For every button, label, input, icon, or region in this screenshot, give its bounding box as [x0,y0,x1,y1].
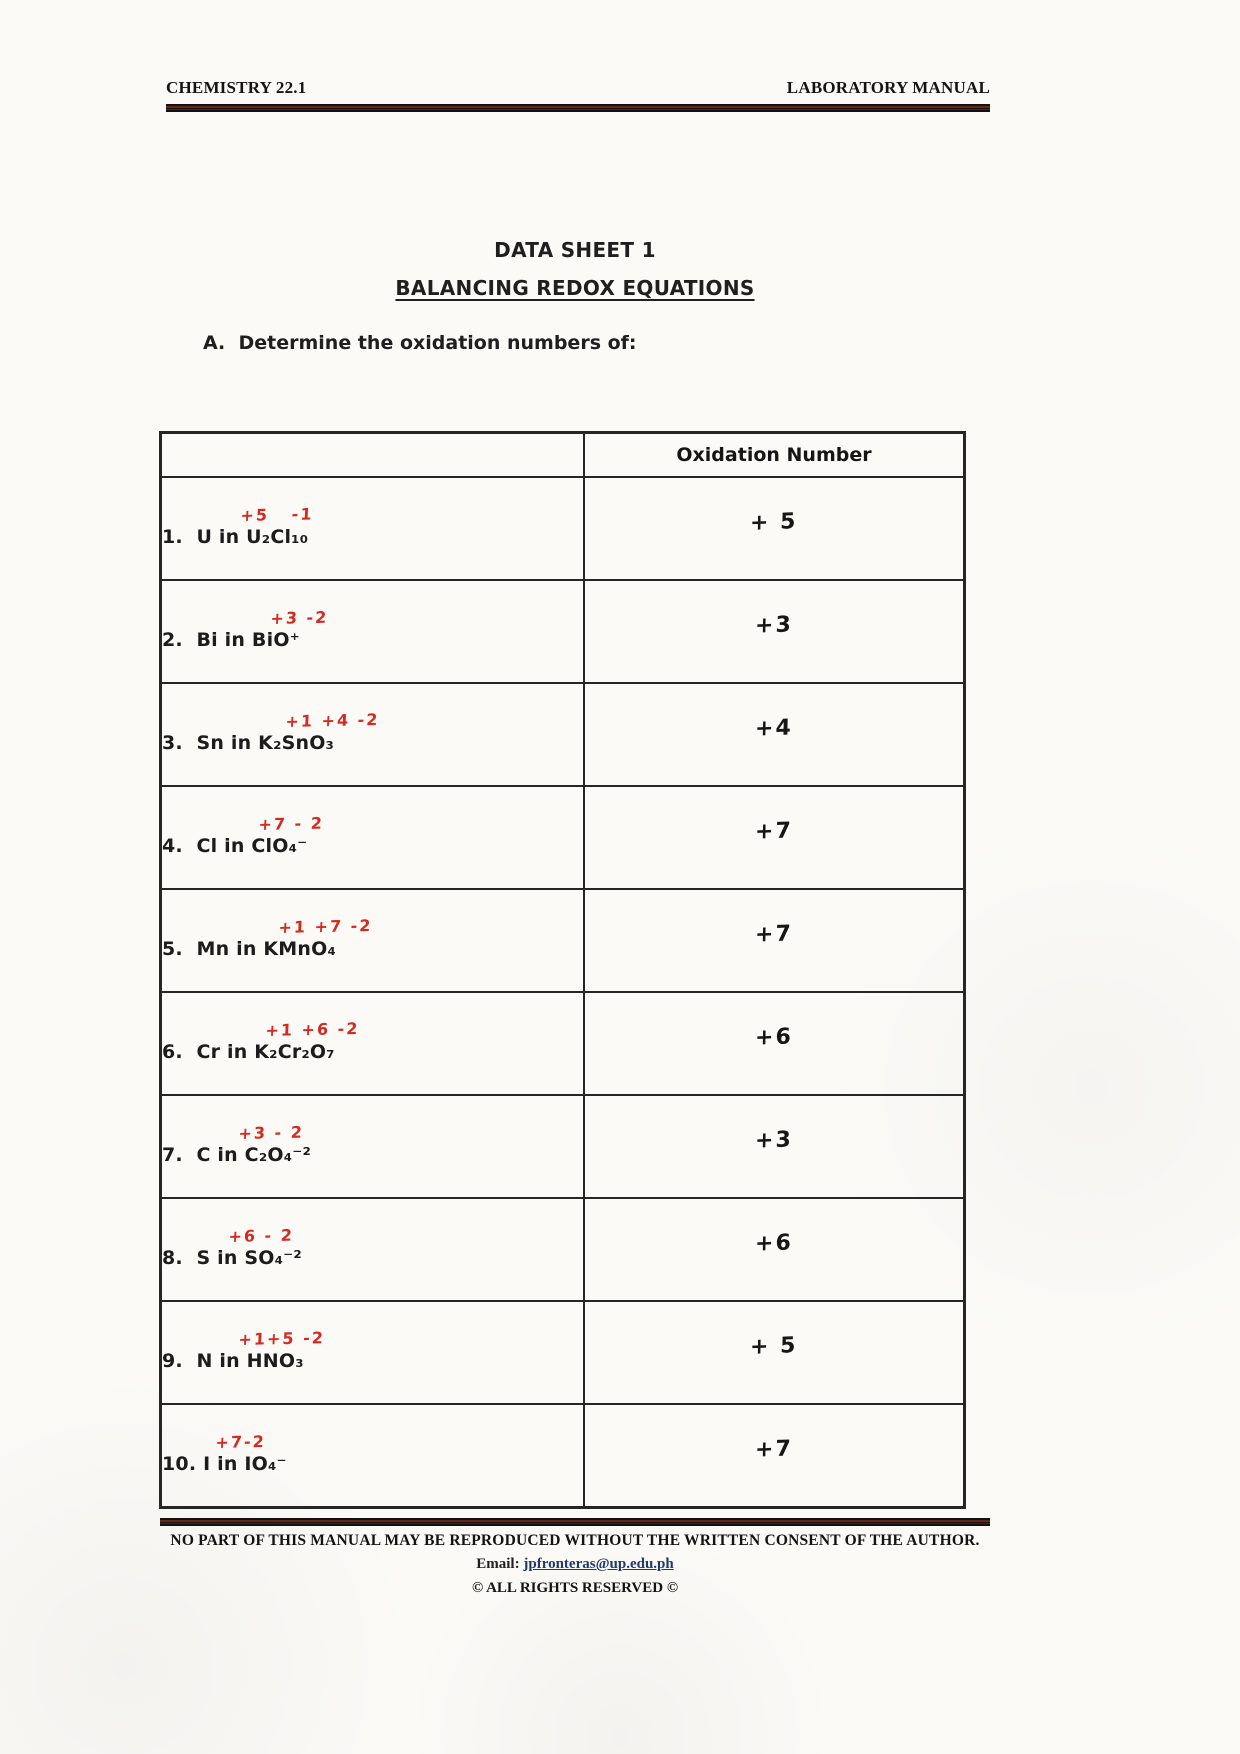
email-line [160,1556,990,1573]
header-course-code: CHEMISTRY 22.1 [166,78,307,97]
table-row [161,580,964,683]
handwritten-annotation: +7 - 2 [258,813,325,834]
header-divider-rule [166,104,990,112]
handwritten-answer: + 5 [750,509,798,536]
table-row [161,992,964,1095]
table-row [161,477,964,580]
topic-title-text: BALANCING REDOX EQUATIONS [395,276,755,300]
blank-header-cell [161,433,584,477]
handwritten-annotation: +5 -1 [240,504,314,525]
question-text: 3. Sn in K₂SnO₃ [162,732,335,754]
handwritten-annotation: +6 - 2 [228,1225,295,1246]
question-text: 10. I in IO₄⁻ [162,1453,287,1475]
table-row [161,1404,964,1507]
table-row [161,1301,964,1404]
email-address: jpfronteras@up.edu.ph [523,1556,674,1572]
section-a-heading: A. Determine the oxidation numbers of: [203,332,637,354]
handwritten-annotation: +7-2 [215,1431,267,1452]
handwritten-annotation: +3 -2 [270,607,329,628]
handwritten-answer: +7 [754,921,794,948]
rights-reserved-line: © ALL RIGHTS RESERVED © [471,1580,679,1596]
handwritten-answer: +3 [754,1127,794,1154]
table-row [161,889,964,992]
table-header-row [161,433,964,477]
table-row [161,683,964,786]
table-row [161,786,964,889]
handwritten-annotation: +1 +6 -2 [265,1019,360,1040]
handwritten-annotation: +3 - 2 [238,1122,305,1143]
handwritten-annotation: +1 +4 -2 [285,710,380,731]
oxidation-number-column-header: Oxidation Number [584,433,964,477]
question-text: 9. N in HNO₃ [162,1350,304,1372]
question-text: 2. Bi in BiO⁺ [162,629,300,651]
footer-divider-rule [160,1518,990,1526]
topic-title [160,276,990,300]
handwritten-answer: +6 [754,1024,794,1051]
handwritten-annotation: +1 +7 -2 [278,916,373,937]
question-text: 8. S in SO₄⁻² [162,1247,302,1269]
page-header [166,78,990,98]
question-text: 1. U in U₂Cl₁₀ [162,526,309,548]
handwritten-answer: + 5 [750,1333,798,1360]
header-manual-label: LABORATORY MANUAL [786,78,990,97]
table-row [161,1095,964,1198]
handwritten-answer: +7 [754,1436,794,1463]
table-row [161,1198,964,1301]
email-label: Email: [476,1556,524,1572]
datasheet-title: DATA SHEET 1 [494,238,656,262]
handwritten-answer: +7 [754,818,794,845]
oxidation-number-table [160,432,965,1508]
handwritten-annotation: +1+5 -2 [238,1328,326,1349]
handwritten-answer: +4 [754,715,794,742]
question-text: 5. Mn in KMnO₄ [162,938,336,960]
question-text: 6. Cr in K₂Cr₂O₇ [162,1041,335,1063]
handwritten-answer: +3 [754,612,794,639]
question-text: 7. C in C₂O₄⁻² [162,1144,311,1166]
question-text: 4. Cl in ClO₄⁻ [162,835,308,857]
copyright-notice: NO PART OF THIS MANUAL MAY BE REPRODUCED WITHOUT THE WRITTEN CONSENT OF THE AUTHOR. [170,1532,980,1549]
handwritten-answer: +6 [754,1230,794,1257]
